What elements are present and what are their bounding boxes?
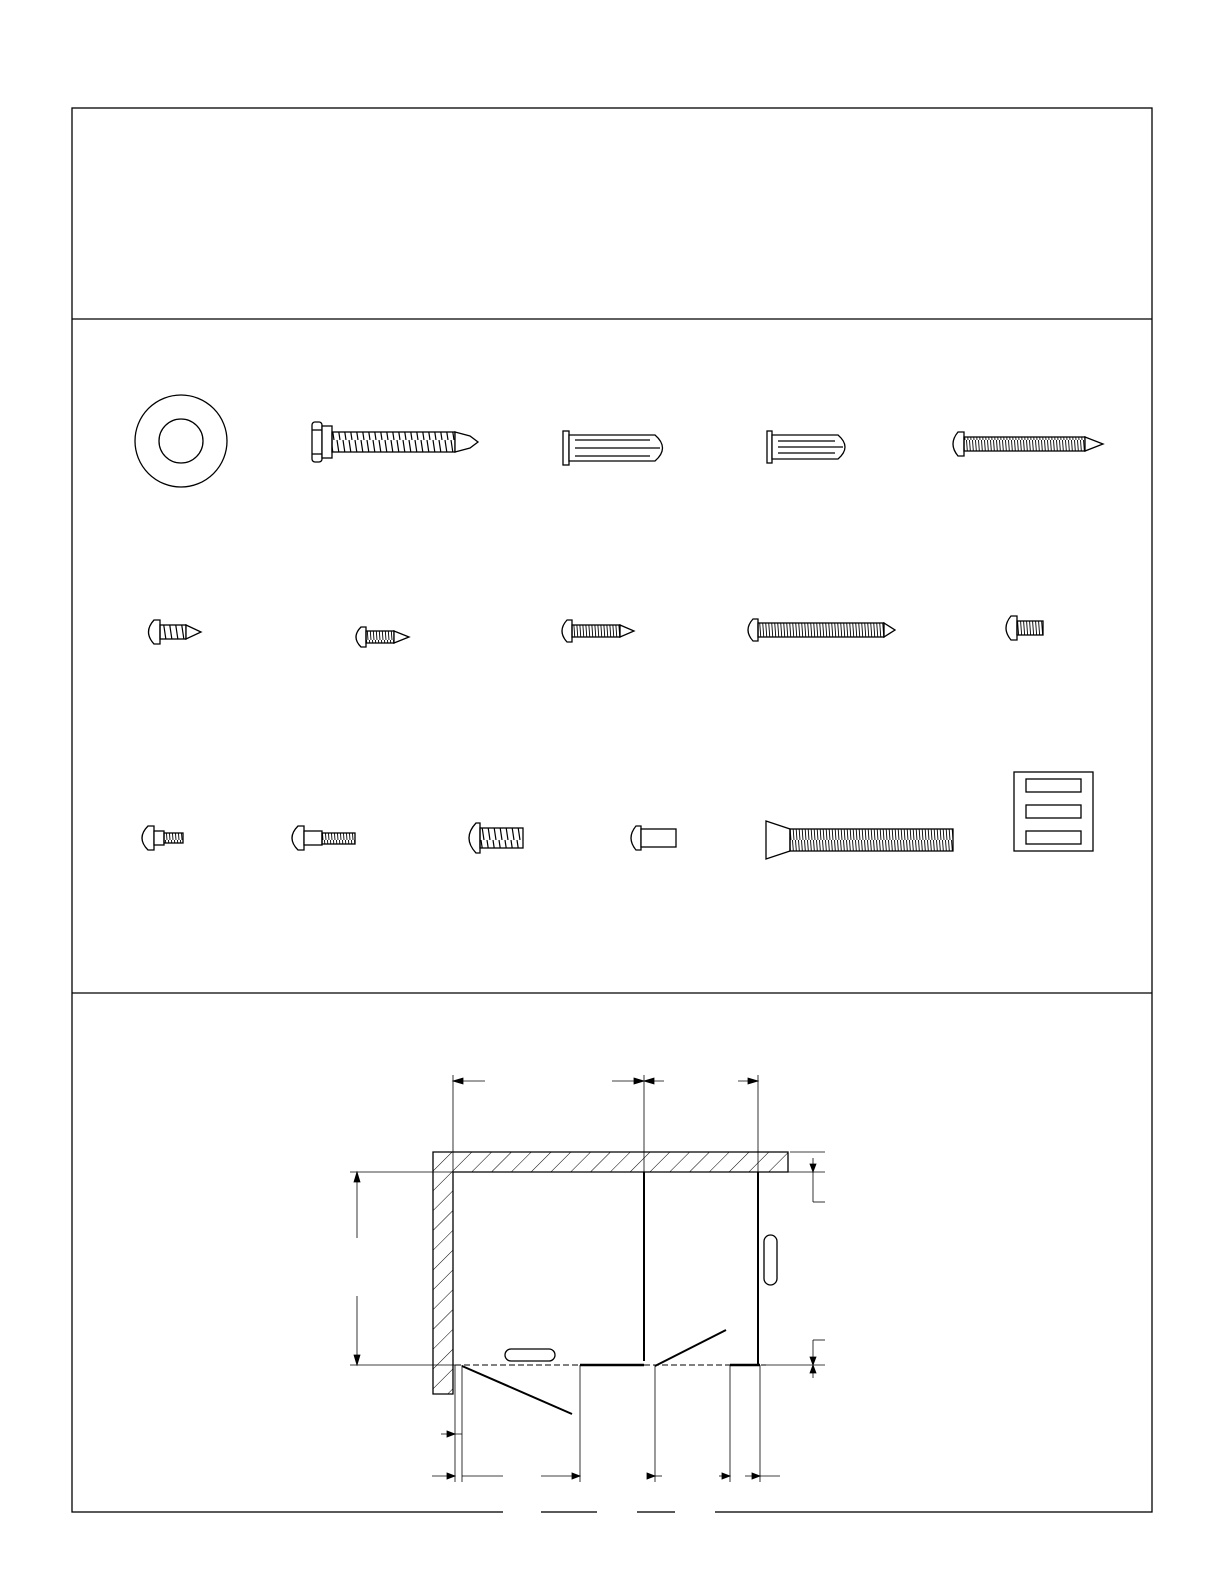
door-handle-right [764, 1235, 777, 1285]
wall-anchor-small-icon [767, 431, 845, 463]
right-dimension [758, 1152, 825, 1378]
washer-icon [135, 395, 227, 487]
door-right-swing [655, 1330, 726, 1366]
hex-lag-screw-icon [312, 422, 478, 462]
long-fine-screw-icon [748, 619, 895, 641]
flat-head-bolt-icon [766, 821, 953, 859]
long-pan-screw-icon [953, 432, 1103, 456]
shoulder-bolt-large-icon [292, 826, 355, 850]
door-handle-left [505, 1349, 555, 1361]
hardware-panel [135, 395, 1103, 859]
short-machine-screw-icon [1006, 616, 1043, 640]
frame-gaps [503, 1509, 715, 1515]
spacer-card-icon [1014, 772, 1093, 851]
short-coarse-screw-icon [149, 620, 202, 644]
wall-anchor-large-icon [563, 431, 663, 465]
button-head-bolt-icon [469, 823, 523, 853]
plan-view-panel [350, 1075, 825, 1482]
barrel-nut-icon [631, 826, 676, 850]
door-left-swing [462, 1366, 572, 1414]
wall-hatch [433, 1152, 788, 1394]
small-tapping-screw-icon [356, 627, 409, 647]
shoulder-bolt-small-icon [142, 826, 183, 850]
medium-tapping-screw-icon [562, 620, 634, 642]
bottom-dimension [432, 1365, 780, 1482]
